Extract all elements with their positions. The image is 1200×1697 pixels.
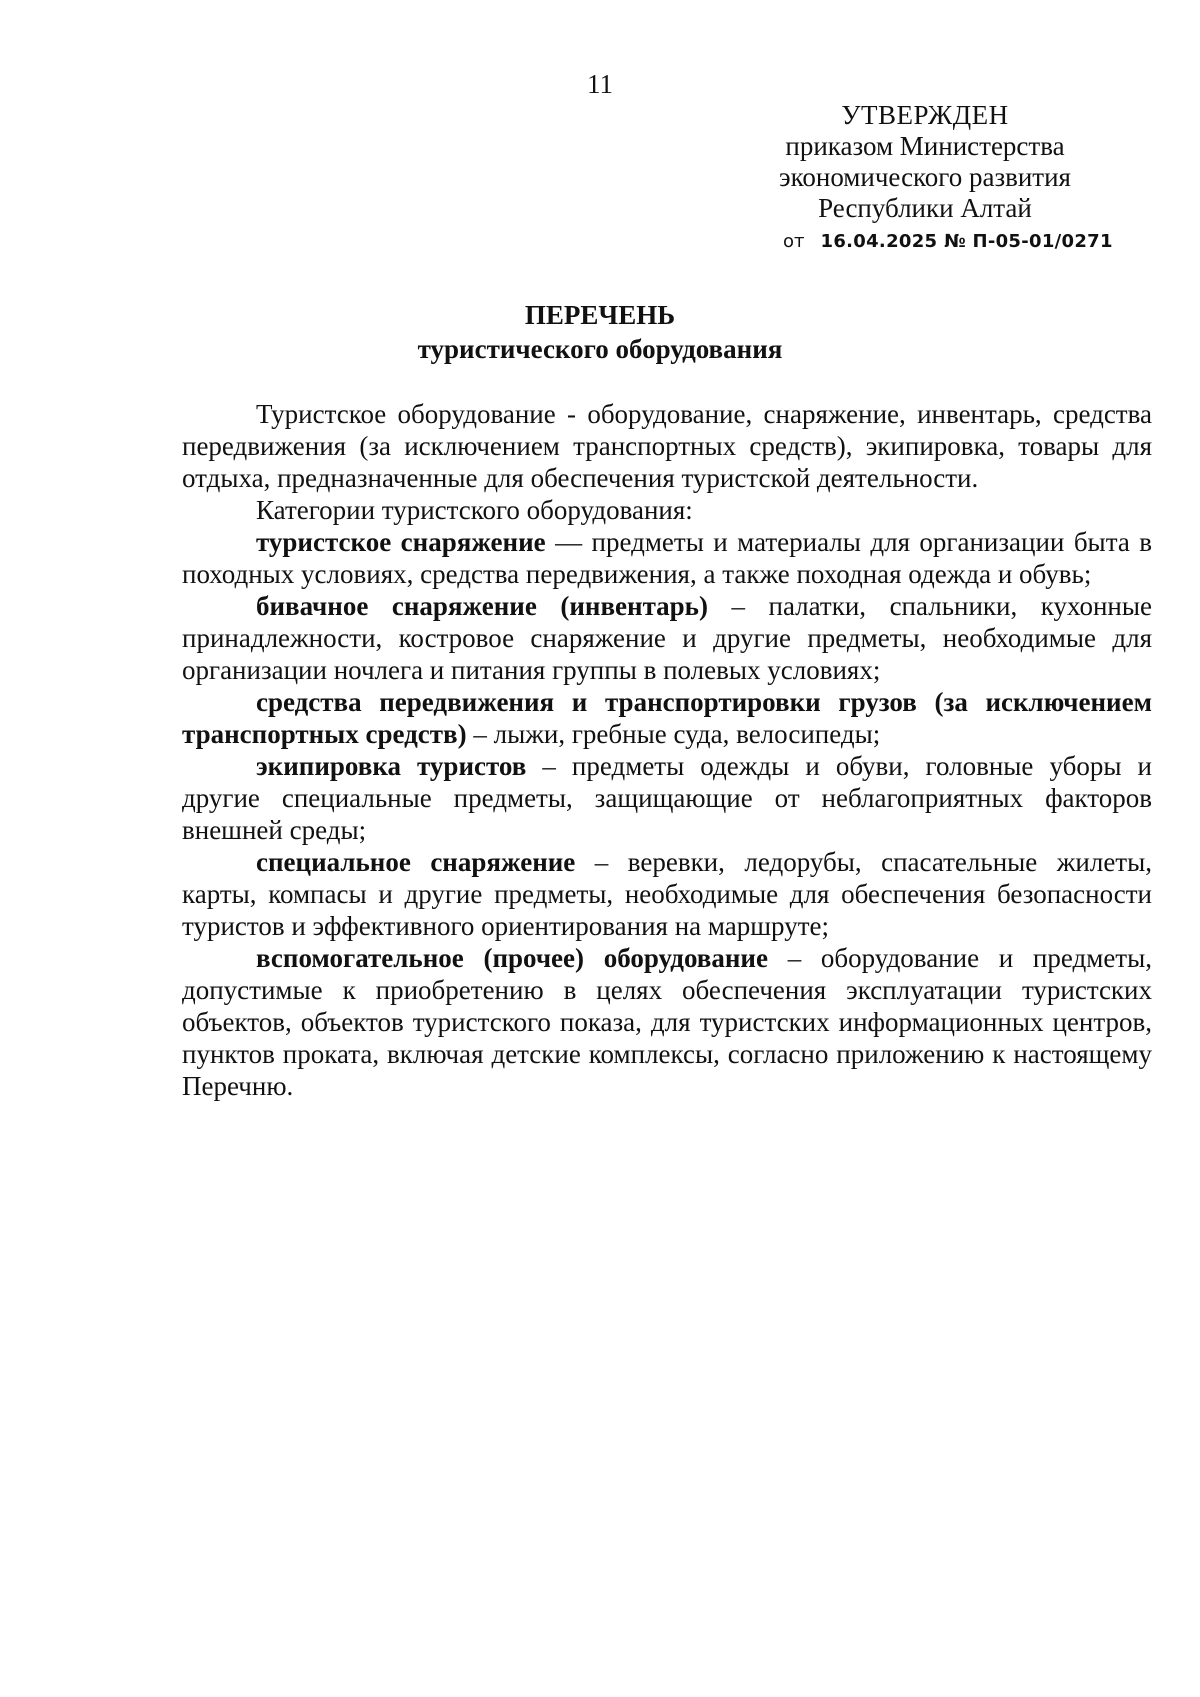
document-title — [0, 298, 1200, 366]
category-description: – предметы одежды и обуви, головные уборы и другие специальные предметы, защищающие от неблагоприятных факторов внешней среды; — [182, 751, 1152, 845]
category-term: бивачное снаряжение (инвентарь) — [256, 591, 708, 621]
approval-block — [755, 100, 1113, 254]
category-description: – веревки, ледорубы, спасательные жилеты, карты, компасы и другие предметы, необходимые для обеспечения безопасности туристов и эффективного ориентирования на маршруте; — [182, 847, 1152, 941]
category-term: экипировка туристов — [256, 751, 527, 781]
approval-heading: УТВЕРЖДЕН — [841, 100, 1009, 130]
category-description: – палатки, спальники, кухонные принадлежности, костровое снаряжение и другие предметы, необходимые для организации ночлега и питания группы в полевых условиях; — [182, 591, 1152, 685]
order-number: 16.04.2025 № П-05-01/0271 — [820, 231, 1113, 252]
order-line — [755, 230, 1113, 254]
category-paragraph — [182, 846, 1152, 942]
category-term: вспомогательное (прочее) оборудование — [256, 943, 768, 973]
category-term: туристское снаряжение — [256, 527, 546, 557]
approval-line-3: Республики Алтай — [818, 193, 1032, 223]
category-paragraph — [182, 526, 1152, 590]
order-date-prefix: от — [783, 231, 805, 252]
category-description: — предметы и материалы для организации быта в походных условиях, средства передвижения, а также походная одежда и обувь; — [182, 527, 1152, 589]
category-paragraph — [182, 750, 1152, 846]
category-description: – лыжи, гребные суда, велосипеды; — [466, 719, 881, 749]
category-paragraph — [182, 686, 1152, 750]
document-body — [182, 398, 1152, 1102]
title-subtitle: туристического оборудования — [417, 334, 783, 364]
category-paragraph — [182, 942, 1152, 1102]
categories-intro: Категории туристского оборудования: — [256, 495, 693, 525]
category-term: специальное снаряжение — [256, 847, 576, 877]
definition-paragraph: Туристское оборудование - оборудование, снаряжение, инвентарь, средства передвижения (за исключением транспортных средств), экипировка, товары для отдыха, предназначенные для обеспечения туристской деятельности. — [182, 399, 1152, 493]
title-main: ПЕРЕЧЕНЬ — [524, 300, 676, 330]
page-number: 11 — [587, 69, 613, 99]
category-paragraph — [182, 590, 1152, 686]
category-description: – оборудование и предметы, допустимые к приобретению в целях обеспечения эксплуатации туристских объектов, объектов туристского показа, для туристских информационных центров, пунктов проката, включая детские комплексы, согласно приложению к настоящему Перечню. — [182, 943, 1152, 1101]
approval-line-2: экономического развития — [779, 162, 1071, 192]
approval-line-1: приказом Министерства — [785, 131, 1065, 161]
category-term: средства передвижения и транспортировки грузов (за исключением транспортных средств) — [182, 687, 1152, 749]
